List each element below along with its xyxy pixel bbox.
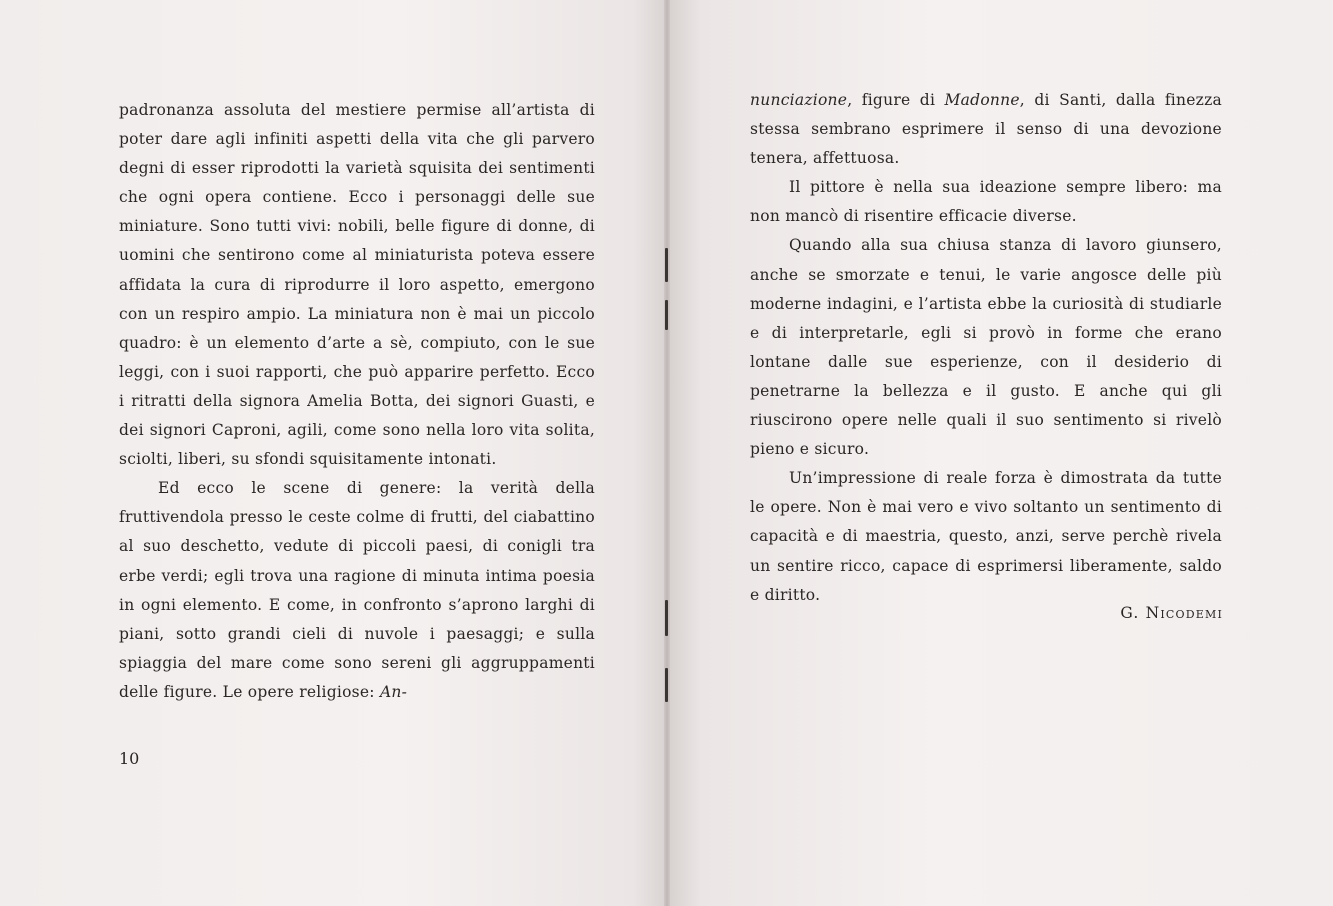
right-paragraph-2: Il pittore è nella sua ideazione sempre libero: ma non mancò di risentire efficacie diverse.: [750, 178, 1222, 226]
binding-stitch: [665, 668, 668, 702]
left-paragraph-2: [119, 474, 595, 707]
right-paragraph-1: [750, 86, 1222, 173]
right-paragraph-1-text-b: , di Santi, dalla finezza stessa sembrano esprimere il senso di una devozione tenera, affettuosa.: [750, 91, 1222, 168]
right-italic-madonne: Madonne: [944, 91, 1020, 109]
binding-stitch: [665, 248, 668, 282]
right-paragraph-4: Un’impressione di reale forza è dimostrata da tutte le opere. Non è mai vero e vivo soltanto un sentimento di capacità e di maestria, questo, anzi, serve perchè rivela un sentire ricco, capace di esprimersi liberamente, saldo e diritto.: [750, 469, 1222, 604]
binding-stitch: [665, 600, 668, 636]
binding-stitch: [665, 300, 668, 330]
author-signature: G. Nicodemi: [1120, 604, 1223, 622]
right-paragraph-1-text-a: , figure di: [847, 91, 945, 109]
left-trailing-italic: An-: [379, 682, 408, 701]
book-gutter: [664, 0, 670, 906]
left-paragraph-1: padronanza assoluta del mestiere permise all’artista di poter dare agli infiniti aspetti della vita che gli parvero degni di esser riprodotti la varietà squisita dei sentimenti che ogni opera contiene. Ecco i personaggi delle sue miniature. Sono tutti vivi: nobili, belle figure di donne, di uomini che sentirono come al miniaturista poteva essere affidata la cura di riprodurre il loro aspetto, emergono con un respiro ampio. La miniatura non è mai un piccolo quadro: è un elemento d’arte a sè, compiuto, con le sue leggi, con i suoi rapporti, che può apparire perfetto. Ecco i ritratti della signora Amelia Botta, dei signori Guasti, e dei signori Caproni, agili, come sono nella loro vita solita, sciolti, liberi, su sfondi squisitamente intonati.: [119, 101, 595, 469]
right-text-column: [750, 86, 1222, 610]
page-number: 10: [119, 749, 140, 768]
left-text-column: [119, 96, 595, 707]
right-italic-annunciazione: nunciazione: [750, 91, 848, 109]
left-paragraph-2-text: Ed ecco le scene di genere: la verità della fruttivendola presso le ceste colme di frutti, del ciabattino al suo deschetto, vedute di piccoli paesi, di conigli tra erbe verdi; egli trova una ragione di minuta intima poesia in ogni elemento. E come, in confronto s’aprono larghi di piani, sotto grandi cieli di nuvole i paesaggi; e sulla spiaggia del mare come sono sereni gli aggruppamenti delle figure. Le opere religiose:: [119, 479, 595, 701]
right-paragraph-3: Quando alla sua chiusa stanza di lavoro giunsero, anche se smorzate e tenui, le varie angosce delle più moderne indagini, e l’artista ebbe la curiosità di studiarle e di interpretarle, egli si provò in forme che erano lontane dalle sue esperienze, con il desiderio di penetrarne la bellezza e il gusto. E anche qui gli riuscirono opere nelle quali il suo sentimento si rivelò pieno e sicuro.: [750, 236, 1222, 459]
